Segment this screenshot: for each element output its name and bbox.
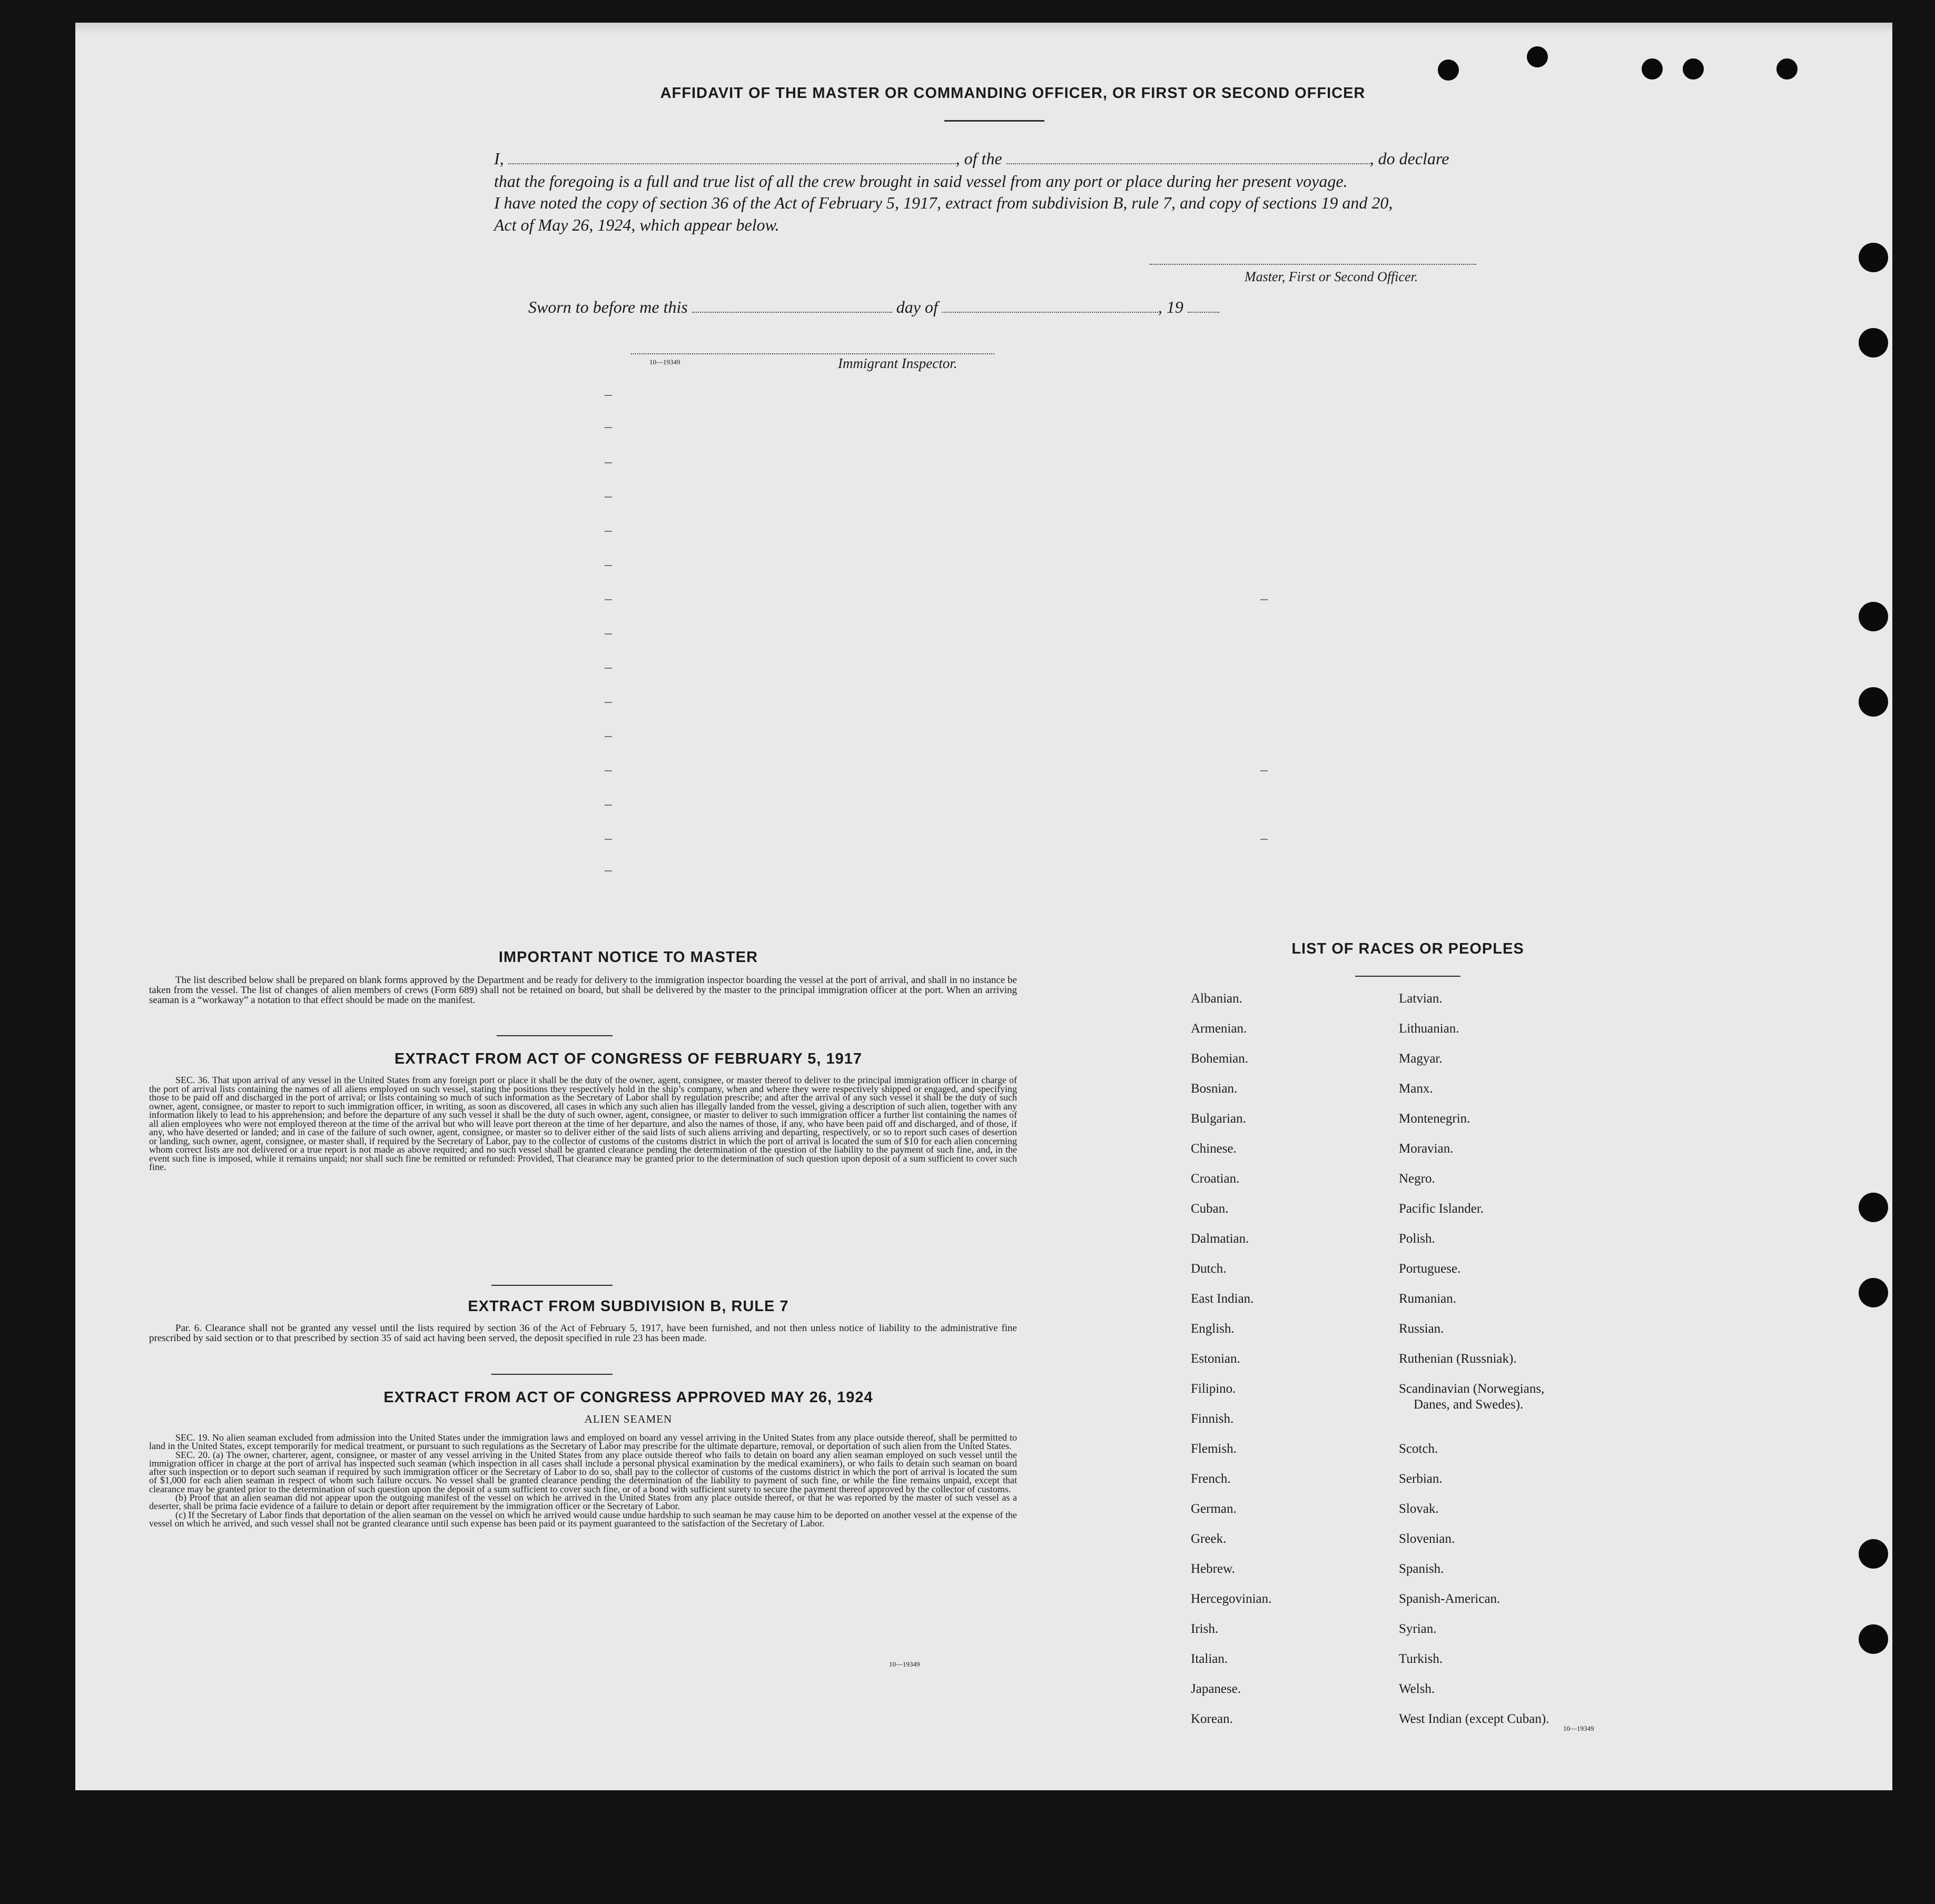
race-item: Bulgarian. [1191,1112,1246,1126]
extract-1924-title: EXTRACT FROM ACT OF CONGRESS APPROVED MAY 26, 1924 [383,1389,873,1406]
race-item: Turkish. [1399,1652,1443,1666]
faint-mark [605,599,612,600]
faint-mark [605,770,612,771]
race-item: Estonian. [1191,1352,1240,1366]
affidavit-text-of-the: , of the [955,149,1002,168]
section-rule [491,1374,613,1375]
document-page [75,23,1892,1790]
race-item: Moravian. [1399,1142,1454,1156]
punch-hole [1859,687,1888,717]
race-item: Rumanian. [1399,1292,1457,1306]
race-item: Serbian. [1399,1472,1443,1486]
race-item: Dalmatian. [1191,1232,1249,1246]
faint-mark [605,531,612,532]
faint-mark [605,462,612,463]
race-item: Finnish. [1191,1412,1234,1426]
race-item: West Indian (except Cuban). [1399,1712,1549,1726]
faint-mark [605,870,612,871]
faint-mark [1260,599,1268,600]
race-item: Korean. [1191,1712,1233,1726]
punch-hole [1859,1624,1888,1654]
faint-mark [605,702,612,703]
faint-mark [605,805,612,806]
sworn-text: Sworn to before me this [528,298,688,316]
race-item: Spanish-American. [1399,1592,1500,1606]
faint-mark [605,839,612,840]
races-rule [1355,976,1460,977]
race-item: Scotch. [1399,1442,1438,1456]
faint-mark [605,497,612,498]
race-item: Irish. [1191,1622,1219,1636]
punch-hole [1642,58,1663,80]
punch-hole [1776,58,1798,80]
faint-mark [605,668,612,669]
extract-rule7-text [149,1323,1017,1343]
affidavit-text-declare: , do declare [1369,149,1449,168]
race-item: French. [1191,1472,1231,1486]
affidavit-form-number: 10—19349 [649,358,680,366]
race-item: German. [1191,1502,1237,1516]
race-item: Latvian. [1399,991,1443,1006]
race-item: Dutch. [1191,1262,1227,1276]
sec19-paragraph: SEC. 19. No alien seaman excluded from admission into the United States under the immigration laws and employed on board any vessel arriving in the United States from any place outside thereof, shall be permitted to land in the United States, except temporarily for medical treatment, or pursuant to such regulations as the Secretary of Labor may prescribe for the ultimate departure, removal, or deportation of such alien from the United States. [149,1432,1017,1452]
affidavit-line-2: that the foregoing is a full and true list of all the crew brought in said vessel from any port or place during her present voyage. [494,172,1348,191]
punch-hole [1859,1278,1888,1307]
race-item: Flemish. [1191,1442,1237,1456]
month-blank[interactable] [942,311,1158,313]
race-item: Albanian. [1191,991,1242,1006]
race-item: Manx. [1399,1082,1433,1096]
sworn-line [528,296,1318,318]
affidavit-line-3: I have noted the copy of section 36 of the Act of February 5, 1917, extract from subdivision B, rule 7, and copy of sections 19 and 20, [494,193,1393,212]
title-rule [944,120,1044,122]
punch-hole [1859,243,1888,272]
name-blank[interactable] [508,163,956,164]
race-item: Welsh. [1399,1682,1435,1696]
punch-hole [1438,60,1459,81]
punch-hole [1859,1193,1888,1222]
page-edge-shadow [75,23,1892,34]
race-item: Croatian. [1191,1172,1240,1186]
punch-hole [1527,46,1548,67]
race-item: Filipino. [1191,1382,1236,1396]
inspector-label: Immigrant Inspector. [838,355,957,371]
extract-1917-title: EXTRACT FROM ACT OF CONGRESS OF FEBRUARY 5, 1917 [394,1050,863,1067]
signature-label: Master, First or Second Officer. [1245,269,1418,284]
faint-mark [1260,770,1268,771]
punch-hole [1859,602,1888,631]
race-item: Spanish. [1399,1562,1444,1576]
race-item: Magyar. [1399,1052,1443,1066]
faint-mark [605,565,612,566]
extract-rule7-paragraph: Par. 6. Clearance shall not be granted any vessel until the lists required by section 36 of the Act of February 5, 1917, have been furnished, and not then unless notice of liability to the administrative fine prescribed by said section or to that prescribed by section 35 of said act having been served, the deposit specified in rule 23 has been made. [149,1323,1017,1344]
race-item: Japanese. [1191,1682,1241,1696]
notice-title: IMPORTANT NOTICE TO MASTER [498,949,758,966]
race-item: Italian. [1191,1652,1228,1666]
race-item: Russian. [1399,1322,1444,1336]
affidavit-line-1 [494,148,1579,170]
affidavit-title: AFFIDAVIT OF THE MASTER OR COMMANDING OFFICER, OR FIRST OR SECOND OFFICER [660,85,1366,102]
punch-hole [1859,328,1888,358]
affidavit-text-i: I, [494,149,504,168]
race-item: Ruthenian (Russniak). [1399,1352,1517,1366]
faint-mark [605,633,612,634]
year-blank[interactable] [1188,311,1219,313]
extract-rule7-title: EXTRACT FROM SUBDIVISION B, RULE 7 [468,1298,789,1315]
sec20b-paragraph: (b) Proof that an alien seaman did not appear upon the outgoing manifest of the vessel on which he arrived in the United States from any place outside thereof, or that he was reported by the master of such vessel as a deserter, shall be prima facie evidence of a failure to detain or deport after requirement by the immigration officer or the Secretary of Labor. [149,1492,1017,1512]
race-item: Cuban. [1191,1202,1229,1216]
alien-seamen-subtitle: ALIEN SEAMEN [584,1413,673,1425]
faint-mark [605,427,612,428]
races-form-number: 10—19349 [1563,1724,1594,1732]
race-item: Syrian. [1399,1622,1437,1636]
race-item: Bohemian. [1191,1052,1249,1066]
extract-1924-text [149,1433,1017,1528]
sec20c-paragraph: (c) If the Secretary of Labor finds that deportation of the alien seaman on the vessel on which he arrived would cause undue hardship to such seaman he may cause him to be deported on another vessel at the expense of the vessel on which he arrived, and such vessel shall not be granted clearance until such expense has been paid or its payment guaranteed to the satisfaction of the Secretary of Labor. [149,1509,1017,1529]
races-title: LIST OF RACES OR PEOPLES [1291,940,1524,957]
race-item: Negro. [1399,1172,1435,1186]
race-item: Greek. [1191,1532,1227,1546]
affidavit-line-4: Act of May 26, 1924, which appear below. [494,215,779,234]
race-item: Polish. [1399,1232,1435,1246]
signature-line[interactable] [1150,264,1476,265]
punch-hole [1683,58,1704,80]
vessel-blank[interactable] [1006,163,1370,164]
section-rule [497,1035,613,1036]
notice-text [149,975,1017,1005]
inspector-line[interactable] [631,353,994,354]
race-item: Montenegrin. [1399,1112,1470,1126]
race-item: Bosnian. [1191,1082,1238,1096]
extract-form-number: 10—19349 [889,1660,920,1668]
race-item-continuation: Danes, and Swedes). [1414,1397,1524,1412]
day-of-text: day of [896,298,938,316]
race-item: Hercegovinian. [1191,1592,1272,1606]
race-item: Pacific Islander. [1399,1202,1484,1216]
race-item: Hebrew. [1191,1562,1235,1576]
race-item: English. [1191,1322,1235,1336]
extract-1917-text [149,1076,1017,1172]
section-rule [491,1285,613,1286]
punch-hole [1859,1539,1888,1569]
race-item: Chinese. [1191,1142,1237,1156]
race-item: Slovak. [1399,1502,1439,1516]
sec20a-paragraph: SEC. 20. (a) The owner, charterer, agent, consignee, or master of any vessel arriving in the United States from any place outside thereof who fails to detain on board any alien seaman employed on such vessel until the immigration officer in charge at the port of arrival has inspected such seaman (which inspection in all cases shall include a personal physical examination by the medical examiners), or who fails to detain such seaman on board after such inspection or to deport such seaman if required by such immigration officer or the Secretary of Labor to do so, shall pay to the collector of customs of the customs district in which the port of arrival is located the sum of $1,000 for each alien seaman in respect of whom such failure occurs. No vessel shall be granted clearance pending the determination of the liability to payment of such fine, or while the fine remains unpaid, except that clearance may be granted prior to the determination of such question upon the deposit of a sum sufficient to cover such fine, or of a bond with sufficient surety to secure the payment thereof approved by the collector of customs. [149,1449,1017,1494]
extract-1917-paragraph: SEC. 36. That upon arrival of any vessel in the United States from any foreign port or place it shall be the duty of the owner, agent, consignee, or master thereof to deliver to the principal immigration officer in charge of the port of arrival lists containing the names of all aliens employed on such vessel, stating the positions they respectively hold in the ship’s company, when and where they were respectively shipped or engaged, and specifying those to be paid off and discharged in the port of arrival; or lists containing so much of such information as the Secretary of Labor shall by regulation prescribe; and after the arrival of any such vessel it shall be the duty of such owner, agent, consignee, or master to report to such immigration officer, in writing, as soon as discovered, all cases in which any such alien has illegally landed from the vessel, giving a description of such alien, together with any information likely to lead to his apprehension; and before the departure of any such vessel it shall be the duty of such owner, agent, consignee, or master to deliver to such immigration officer a further list containing the names of all alien employees who were not employed thereon at the time of the arrival but who will leave port thereon at the time of her departure, and also the names of those, if any, who have been paid off and discharged, and of those, if any, who have deserted or landed; and in case of the failure of such owner, agent, consignee, or master so to deliver either of the said lists of such aliens arriving and departing, respectively, or so to report such cases of desertion or landing, such owner, agent, consignee, or master shall, if required by the Secretary of Labor, pay to the collector of customs of the customs district in which the port of arrival is located the sum of $10 for each alien concerning whom correct lists are not delivered or a true report is not made as above required; and no such vessel shall be granted clearance pending the determination of the question of the liability to the payment of such fine, and, in the event such fine is imposed, while it remains unpaid; nor shall such fine be remitted or refunded: Provided, That clearance may be granted prior to the determination of such question upon deposit of a sum sufficient to cover such fine. [149,1075,1017,1172]
faint-mark [1260,839,1268,840]
race-item: East Indian. [1191,1292,1254,1306]
faint-mark [605,736,612,737]
year-text: , 19 [1158,298,1183,316]
race-item: Lithuanian. [1399,1022,1459,1036]
race-item: Armenian. [1191,1022,1247,1036]
race-item: Portuguese. [1399,1262,1461,1276]
race-item: Scandinavian (Norwegians, [1399,1382,1545,1396]
faint-mark [605,395,612,396]
notice-paragraph: The list described below shall be prepared on blank forms approved by the Department and be ready for delivery to the immigration inspector boarding the vessel at the port of arrival, and shall in no instance be taken from the vessel. The list of changes of alien members of crews (Form 689) shall not be retained on board, but shall be delivered by the master to the principal immigration officer at the port. When an arriving seaman is a “workaway” a notation to that effect should be made on the manifest. [149,975,1017,1006]
race-item: Slovenian. [1399,1532,1455,1546]
day-blank[interactable] [692,311,892,313]
